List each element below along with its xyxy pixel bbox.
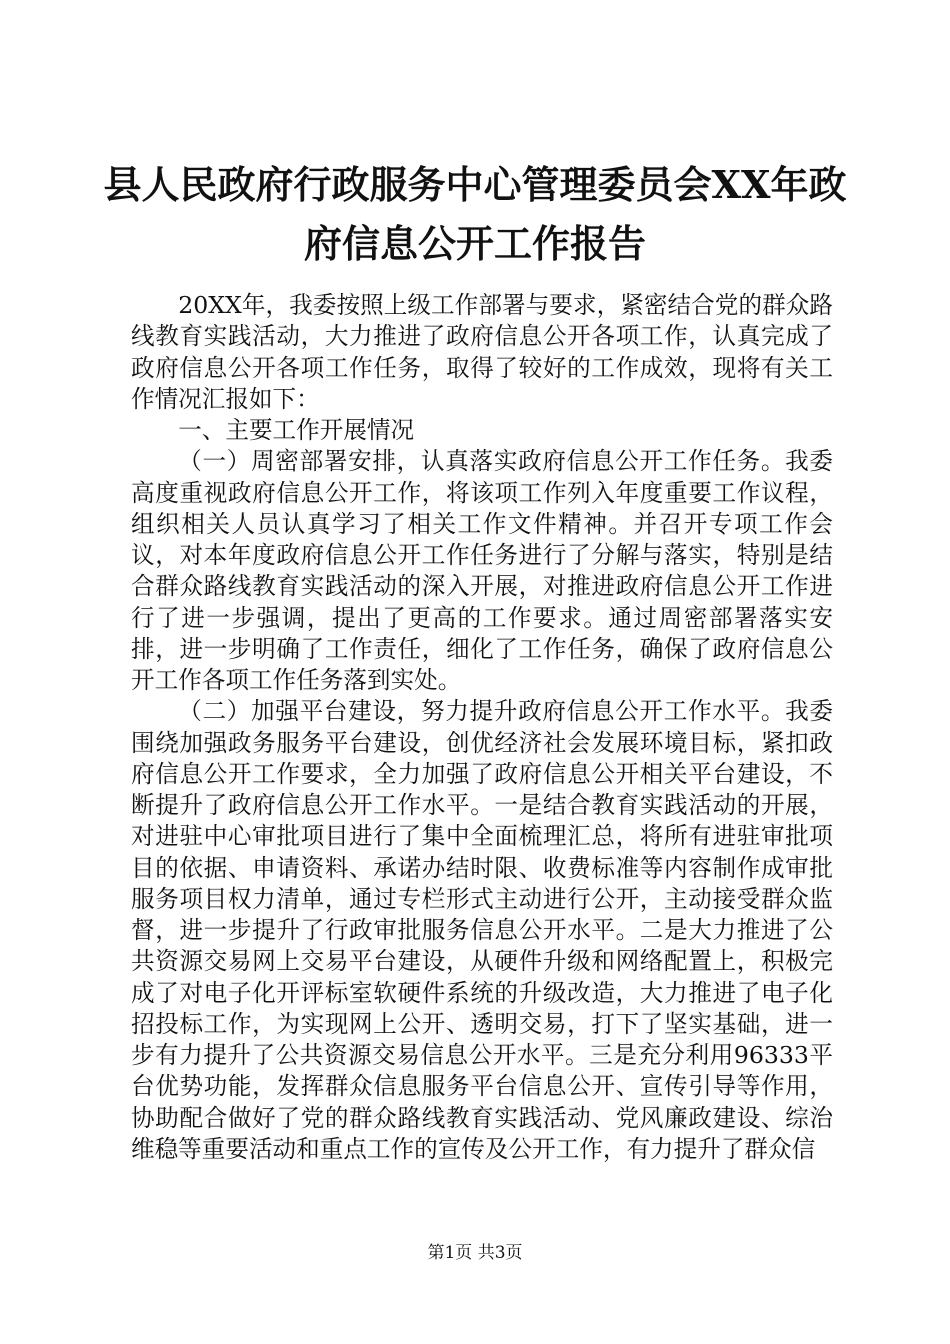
page-number-footer: 第1页 共3页	[427, 1243, 523, 1263]
document-title-line-1: 县人民政府行政服务中心管理委员会XX年政	[103, 162, 847, 207]
document-title-line-2: 府信息公开工作报告	[303, 221, 646, 266]
paragraph-section-2: （二）加强平台建设，努力提升政府信息公开工作水平。我委围绕加强政务服务平台建设，创优经济社会发展环境目标，紧扣政府信息公开工作要求，全力加强了政府信息公开相关平台建设，不断提升了政府信息公开工作水平。一是结合教育实践活动的开展，对进驻中心审批项目进行了集中全面梳理汇总，将所有进驻审批项目的依据、申请资料、承诺办结时限、收费标准等内容制作成审批服务项目权力清单，通过专栏形式主动进行公开，主动接受群众监督，进一步提升了行政审批服务信息公开水平。二是大力推进了公共资源交易网上交易平台建设，从硬件升级和网络配置上，积极完成了对电子化开评标室软硬件系统的升级改造，大力推进了电子化招投标工作，为实现网上公开、透明交易，打下了坚实基础，进一步有力提升了公共资源交易信息公开水平。三是充分利用96333平台优势功能，发挥群众信息服务平台信息公开、宣传引导等作用，协助配合做好了党的群众路线教育实践活动、党风廉政建设、综治维稳等重要活动和重点工作的宣传及公开工作，有力提升了群众信	[131, 697, 833, 1163]
paragraph-section-1: （一）周密部署安排，认真落实政府信息公开工作任务。我委高度重视政府信息公开工作，将该项工作列入年度重要工作议程，组织相关人员认真学习了相关工作文件精神。并召开专项工作会议，对本年度政府信息公开工作任务进行了分解与落实，特别是结合群众路线教育实践活动的深入开展，对推进政府信息公开工作进行了进一步强调，提出了更高的工作要求。通过周密部署落实安排，进一步明确了工作责任，细化了工作任务，确保了政府信息公开工作各项工作任务落到实处。	[131, 447, 833, 694]
document-body	[131, 290, 833, 1165]
paragraph-intro: 20XX年，我委按照上级工作部署与要求，紧密结合党的群众路线教育实践活动，大力推进了政府信息公开各项工作，认真完成了政府信息公开各项工作任务，取得了较好的工作成效，现将有关工作情况汇报如下：	[131, 291, 833, 413]
section-heading: 一、主要工作开展情况	[178, 416, 415, 444]
